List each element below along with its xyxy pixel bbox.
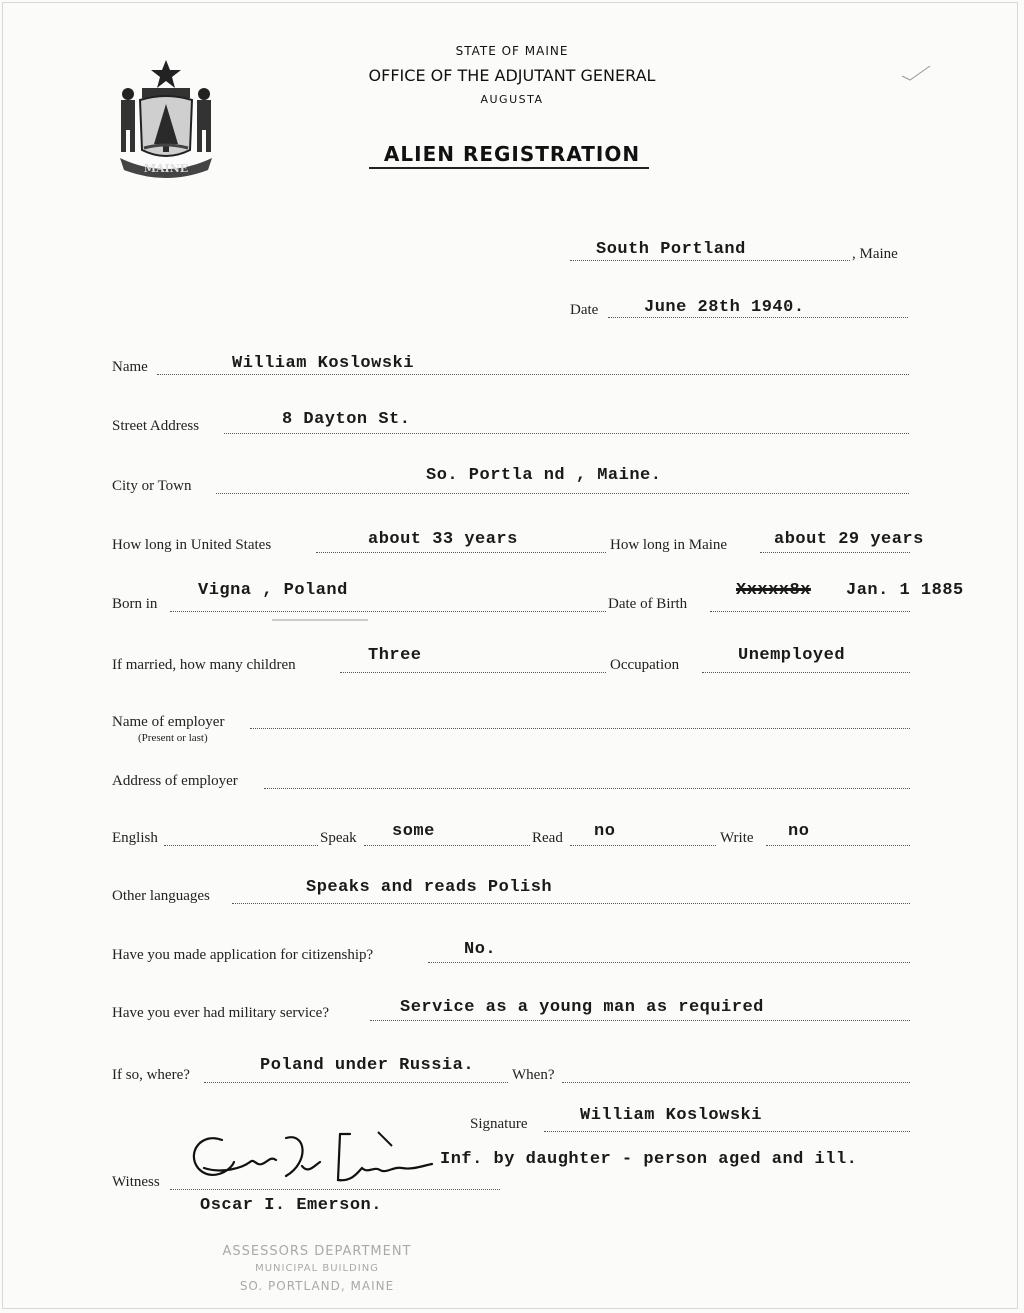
page-title: ALIEN REGISTRATION bbox=[383, 142, 641, 166]
signature-label: Signature bbox=[470, 1116, 528, 1132]
english-speak-value: some bbox=[392, 822, 435, 841]
city-or-town-label: City or Town bbox=[112, 478, 192, 494]
occupation-value: Unemployed bbox=[738, 646, 846, 665]
header-office: OFFICE OF THE ADJUTANT GENERAL bbox=[368, 66, 656, 85]
occupation-label: Occupation bbox=[610, 657, 680, 673]
military-label: Have you ever had military service? bbox=[112, 1005, 329, 1021]
how-long-maine-value: about 29 years bbox=[774, 530, 924, 549]
english-label: English bbox=[112, 830, 158, 846]
state-seal bbox=[112, 58, 220, 180]
how-long-us-value: about 33 years bbox=[368, 530, 518, 549]
seal-banner-text: MAINE bbox=[143, 162, 189, 175]
where-label: If so, where? bbox=[112, 1067, 190, 1083]
when-label: When? bbox=[512, 1067, 555, 1083]
header-state: STATE OF MAINE bbox=[455, 44, 569, 58]
place-value: South Portland bbox=[596, 240, 746, 259]
informant-note: Inf. by daughter - person aged and ill. bbox=[440, 1150, 858, 1169]
how-long-maine-label: How long in Maine bbox=[610, 537, 728, 553]
witness-label: Witness bbox=[112, 1174, 160, 1190]
date-value: June 28th 1940. bbox=[644, 298, 805, 317]
name-value: William Koslowski bbox=[232, 354, 414, 373]
employer-name-label: Name of employer bbox=[112, 714, 225, 730]
title-underline bbox=[369, 167, 649, 169]
english-speak-label: Speak bbox=[320, 830, 357, 846]
signature-value: William Koslowski bbox=[580, 1106, 762, 1125]
english-write-value: no bbox=[788, 822, 810, 841]
citizenship-label: Have you made application for citizenship? bbox=[112, 947, 374, 963]
other-languages-value: Speaks and reads Polish bbox=[306, 878, 553, 897]
stamp-line-1: ASSESSORS DEPARTMENT bbox=[222, 1244, 412, 1259]
seal-farmer-figure-icon bbox=[121, 88, 135, 152]
citizenship-value: No. bbox=[464, 940, 497, 959]
stamp-line-3: SO. PORTLAND, MAINE bbox=[239, 1279, 395, 1293]
street-address-value: 8 Dayton St. bbox=[282, 410, 411, 429]
other-languages-label: Other languages bbox=[112, 888, 210, 904]
city-or-town-value: So. Portla nd , Maine. bbox=[426, 466, 662, 485]
born-in-label: Born in bbox=[112, 596, 158, 612]
where-value: Poland under Russia. bbox=[260, 1056, 475, 1075]
date-of-birth-struck: Xxxxx8x bbox=[736, 581, 811, 600]
military-value: Service as a young man as required bbox=[400, 998, 764, 1017]
check-mark-icon bbox=[900, 64, 932, 84]
children-value: Three bbox=[368, 646, 422, 665]
how-long-us-label: How long in United States bbox=[112, 537, 272, 553]
date-of-birth-value: Jan. 1 1885 bbox=[846, 581, 964, 600]
witness-typed-name: Oscar I. Emerson. bbox=[200, 1196, 382, 1215]
seal-star-icon bbox=[151, 60, 181, 88]
english-read-value: no bbox=[594, 822, 616, 841]
witness-signature bbox=[182, 1122, 452, 1194]
employer-address-label: Address of employer bbox=[112, 773, 238, 789]
date-of-birth-label: Date of Birth bbox=[608, 596, 688, 612]
pencil-underline bbox=[272, 619, 368, 621]
stamp-line-2: MUNICIPAL BUILDING bbox=[255, 1263, 379, 1274]
english-write-label: Write bbox=[720, 830, 754, 846]
date-label: Date bbox=[570, 302, 599, 318]
name-label: Name bbox=[112, 359, 148, 375]
english-read-label: Read bbox=[532, 830, 563, 846]
children-label: If married, how many children bbox=[112, 657, 296, 673]
seal-sailor-figure-icon bbox=[197, 88, 211, 152]
employer-name-sublabel: (Present or last) bbox=[138, 732, 208, 744]
header-city: AUGUSTA bbox=[480, 93, 544, 106]
street-address-label: Street Address bbox=[112, 418, 200, 434]
born-in-value: Vigna , Poland bbox=[198, 581, 348, 600]
page-border bbox=[2, 2, 1018, 1309]
place-suffix: , Maine bbox=[852, 246, 898, 262]
